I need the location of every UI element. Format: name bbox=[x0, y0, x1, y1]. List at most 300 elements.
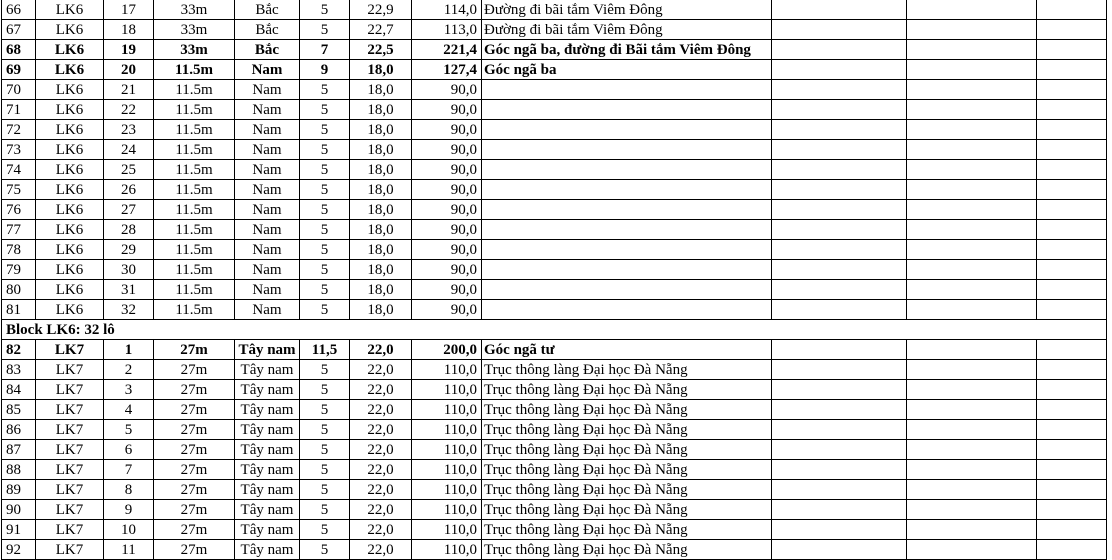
cell-depth: 18,0 bbox=[350, 100, 412, 120]
cell-note bbox=[482, 260, 772, 280]
cell-depth: 22,0 bbox=[350, 460, 412, 480]
cell-block: LK7 bbox=[36, 460, 104, 480]
cell-empty bbox=[772, 440, 907, 460]
cell-note: Trục thông làng Đại học Đà Nẵng bbox=[482, 500, 772, 520]
cell-stt: 90 bbox=[2, 500, 36, 520]
cell-road: 33m bbox=[154, 40, 235, 60]
cell-lot: 27 bbox=[104, 200, 154, 220]
cell-empty bbox=[1037, 380, 1107, 400]
cell-empty bbox=[1037, 240, 1107, 260]
cell-dir: Nam bbox=[235, 60, 300, 80]
cell-lot: 17 bbox=[104, 0, 154, 20]
cell-empty bbox=[772, 340, 907, 360]
cell-area: 90,0 bbox=[412, 220, 482, 240]
cell-dir: Nam bbox=[235, 120, 300, 140]
cell-road: 27m bbox=[154, 400, 235, 420]
cell-empty bbox=[1037, 540, 1107, 560]
cell-block: LK6 bbox=[36, 300, 104, 320]
cell-note: Trục thông làng Đại học Đà Nẵng bbox=[482, 400, 772, 420]
cell-area: 114,0 bbox=[412, 0, 482, 20]
cell-block: LK7 bbox=[36, 500, 104, 520]
cell-road: 27m bbox=[154, 440, 235, 460]
cell-lot: 19 bbox=[104, 40, 154, 60]
cell-lot: 32 bbox=[104, 300, 154, 320]
cell-empty bbox=[1037, 40, 1107, 60]
cell-stt: 75 bbox=[2, 180, 36, 200]
cell-stt: 70 bbox=[2, 80, 36, 100]
cell-lot: 24 bbox=[104, 140, 154, 160]
cell-dir: Bắc bbox=[235, 20, 300, 40]
cell-empty bbox=[907, 400, 1037, 420]
cell-note: Trục thông làng Đại học Đà Nẵng bbox=[482, 540, 772, 560]
cell-stt: 74 bbox=[2, 160, 36, 180]
cell-empty bbox=[907, 300, 1037, 320]
cell-lot: 30 bbox=[104, 260, 154, 280]
cell-dir: Tây nam bbox=[235, 520, 300, 540]
cell-road: 11.5m bbox=[154, 120, 235, 140]
cell-dir: Tây nam bbox=[235, 540, 300, 560]
cell-area: 90,0 bbox=[412, 260, 482, 280]
table-row bbox=[2, 0, 1107, 20]
table-row bbox=[2, 160, 1107, 180]
cell-note bbox=[482, 220, 772, 240]
cell-stt: 78 bbox=[2, 240, 36, 260]
table-row bbox=[2, 260, 1107, 280]
cell-empty bbox=[907, 180, 1037, 200]
cell-empty bbox=[907, 540, 1037, 560]
cell-area: 90,0 bbox=[412, 240, 482, 260]
cell-depth: 22,0 bbox=[350, 540, 412, 560]
cell-area: 110,0 bbox=[412, 440, 482, 460]
table-row bbox=[2, 200, 1107, 220]
cell-area: 110,0 bbox=[412, 460, 482, 480]
cell-stt: 79 bbox=[2, 260, 36, 280]
cell-lot: 3 bbox=[104, 380, 154, 400]
cell-empty bbox=[1037, 120, 1107, 140]
cell-width: 5 bbox=[300, 260, 350, 280]
cell-empty bbox=[772, 240, 907, 260]
cell-lot: 4 bbox=[104, 400, 154, 420]
cell-empty bbox=[1037, 60, 1107, 80]
cell-depth: 18,0 bbox=[350, 80, 412, 100]
cell-stt: 73 bbox=[2, 140, 36, 160]
cell-lot: 29 bbox=[104, 240, 154, 260]
cell-dir: Nam bbox=[235, 180, 300, 200]
cell-dir: Nam bbox=[235, 80, 300, 100]
cell-empty bbox=[907, 500, 1037, 520]
table-row bbox=[2, 180, 1107, 200]
cell-block: LK7 bbox=[36, 400, 104, 420]
cell-dir: Bắc bbox=[235, 0, 300, 20]
cell-area: 110,0 bbox=[412, 420, 482, 440]
cell-empty bbox=[907, 520, 1037, 540]
cell-width: 7 bbox=[300, 40, 350, 60]
cell-note bbox=[482, 240, 772, 260]
cell-empty bbox=[1037, 220, 1107, 240]
cell-empty bbox=[772, 160, 907, 180]
cell-stt: 76 bbox=[2, 200, 36, 220]
cell-road: 11.5m bbox=[154, 280, 235, 300]
cell-road: 11.5m bbox=[154, 200, 235, 220]
cell-empty bbox=[772, 480, 907, 500]
cell-road: 27m bbox=[154, 360, 235, 380]
cell-empty bbox=[772, 460, 907, 480]
cell-empty bbox=[1037, 140, 1107, 160]
cell-lot: 22 bbox=[104, 100, 154, 120]
cell-stt: 87 bbox=[2, 440, 36, 460]
cell-depth: 22,0 bbox=[350, 340, 412, 360]
cell-note: Đường đi bãi tắm Viêm Đông bbox=[482, 20, 772, 40]
cell-road: 27m bbox=[154, 420, 235, 440]
cell-width: 5 bbox=[300, 120, 350, 140]
cell-lot: 26 bbox=[104, 180, 154, 200]
block-summary: Block LK6: 32 lô bbox=[2, 320, 1107, 340]
cell-empty bbox=[772, 380, 907, 400]
cell-width: 5 bbox=[300, 140, 350, 160]
cell-depth: 22,0 bbox=[350, 480, 412, 500]
cell-width: 5 bbox=[300, 480, 350, 500]
cell-area: 113,0 bbox=[412, 20, 482, 40]
cell-dir: Tây nam bbox=[235, 360, 300, 380]
cell-road: 33m bbox=[154, 0, 235, 20]
cell-area: 110,0 bbox=[412, 520, 482, 540]
cell-block: LK6 bbox=[36, 60, 104, 80]
cell-empty bbox=[907, 380, 1037, 400]
cell-block: LK7 bbox=[36, 340, 104, 360]
cell-road: 11.5m bbox=[154, 140, 235, 160]
cell-note: Góc ngã ba bbox=[482, 60, 772, 80]
cell-block: LK7 bbox=[36, 440, 104, 460]
cell-width: 5 bbox=[300, 400, 350, 420]
cell-road: 11.5m bbox=[154, 160, 235, 180]
cell-empty bbox=[772, 60, 907, 80]
cell-empty bbox=[907, 260, 1037, 280]
cell-road: 27m bbox=[154, 460, 235, 480]
cell-road: 27m bbox=[154, 520, 235, 540]
cell-depth: 22,9 bbox=[350, 0, 412, 20]
cell-empty bbox=[1037, 100, 1107, 120]
cell-empty bbox=[772, 520, 907, 540]
cell-dir: Tây nam bbox=[235, 460, 300, 480]
cell-area: 110,0 bbox=[412, 400, 482, 420]
cell-stt: 84 bbox=[2, 380, 36, 400]
cell-empty bbox=[907, 120, 1037, 140]
cell-area: 90,0 bbox=[412, 80, 482, 100]
cell-lot: 2 bbox=[104, 360, 154, 380]
cell-area: 127,4 bbox=[412, 60, 482, 80]
cell-dir: Tây nam bbox=[235, 420, 300, 440]
cell-empty bbox=[907, 40, 1037, 60]
cell-empty bbox=[1037, 280, 1107, 300]
cell-dir: Nam bbox=[235, 260, 300, 280]
cell-note bbox=[482, 120, 772, 140]
cell-block: LK7 bbox=[36, 380, 104, 400]
cell-width: 5 bbox=[300, 280, 350, 300]
cell-note bbox=[482, 80, 772, 100]
cell-stt: 82 bbox=[2, 340, 36, 360]
cell-note bbox=[482, 140, 772, 160]
cell-empty bbox=[772, 120, 907, 140]
cell-block: LK6 bbox=[36, 40, 104, 60]
cell-empty bbox=[772, 100, 907, 120]
cell-empty bbox=[1037, 420, 1107, 440]
cell-depth: 22,0 bbox=[350, 440, 412, 460]
cell-empty bbox=[772, 420, 907, 440]
cell-depth: 18,0 bbox=[350, 220, 412, 240]
cell-area: 90,0 bbox=[412, 120, 482, 140]
table-row bbox=[2, 220, 1107, 240]
cell-stt: 72 bbox=[2, 120, 36, 140]
cell-empty bbox=[772, 0, 907, 20]
cell-dir: Nam bbox=[235, 240, 300, 260]
cell-empty bbox=[772, 280, 907, 300]
cell-note: Góc ngã ba, đường đi Bãi tắm Viêm Đông bbox=[482, 40, 772, 60]
cell-stt: 69 bbox=[2, 60, 36, 80]
cell-note: Trục thông làng Đại học Đà Nẵng bbox=[482, 440, 772, 460]
cell-empty bbox=[772, 180, 907, 200]
cell-width: 5 bbox=[300, 220, 350, 240]
cell-empty bbox=[1037, 160, 1107, 180]
cell-empty bbox=[907, 200, 1037, 220]
cell-width: 9 bbox=[300, 60, 350, 80]
cell-block: LK6 bbox=[36, 120, 104, 140]
cell-block: LK6 bbox=[36, 240, 104, 260]
table-row bbox=[2, 240, 1107, 260]
cell-empty bbox=[907, 480, 1037, 500]
cell-note bbox=[482, 160, 772, 180]
cell-road: 11.5m bbox=[154, 220, 235, 240]
table-row bbox=[2, 480, 1107, 500]
cell-dir: Nam bbox=[235, 280, 300, 300]
table-row bbox=[2, 500, 1107, 520]
cell-stt: 68 bbox=[2, 40, 36, 60]
cell-area: 90,0 bbox=[412, 160, 482, 180]
cell-block: LK6 bbox=[36, 100, 104, 120]
cell-empty bbox=[772, 360, 907, 380]
table-row bbox=[2, 100, 1107, 120]
cell-area: 110,0 bbox=[412, 540, 482, 560]
table-row bbox=[2, 460, 1107, 480]
cell-empty bbox=[1037, 180, 1107, 200]
cell-depth: 18,0 bbox=[350, 60, 412, 80]
cell-block: LK6 bbox=[36, 260, 104, 280]
cell-depth: 18,0 bbox=[350, 140, 412, 160]
cell-empty bbox=[772, 40, 907, 60]
cell-dir: Tây nam bbox=[235, 340, 300, 360]
cell-lot: 7 bbox=[104, 460, 154, 480]
cell-depth: 22,0 bbox=[350, 420, 412, 440]
table-row bbox=[2, 420, 1107, 440]
cell-empty bbox=[1037, 480, 1107, 500]
cell-empty bbox=[772, 260, 907, 280]
cell-lot: 10 bbox=[104, 520, 154, 540]
cell-depth: 22,0 bbox=[350, 500, 412, 520]
cell-note: Góc ngã tư bbox=[482, 340, 772, 360]
cell-stt: 83 bbox=[2, 360, 36, 380]
cell-empty bbox=[907, 440, 1037, 460]
cell-stt: 85 bbox=[2, 400, 36, 420]
cell-dir: Nam bbox=[235, 140, 300, 160]
cell-note bbox=[482, 280, 772, 300]
cell-width: 5 bbox=[300, 200, 350, 220]
cell-empty bbox=[907, 360, 1037, 380]
cell-lot: 28 bbox=[104, 220, 154, 240]
cell-block: LK6 bbox=[36, 80, 104, 100]
cell-lot: 8 bbox=[104, 480, 154, 500]
table-row bbox=[2, 120, 1107, 140]
cell-lot: 31 bbox=[104, 280, 154, 300]
cell-area: 221,4 bbox=[412, 40, 482, 60]
cell-empty bbox=[1037, 520, 1107, 540]
cell-empty bbox=[1037, 260, 1107, 280]
cell-empty bbox=[907, 220, 1037, 240]
cell-depth: 22,0 bbox=[350, 380, 412, 400]
cell-depth: 18,0 bbox=[350, 180, 412, 200]
cell-block: LK6 bbox=[36, 180, 104, 200]
cell-stt: 86 bbox=[2, 420, 36, 440]
cell-depth: 18,0 bbox=[350, 300, 412, 320]
cell-road: 27m bbox=[154, 340, 235, 360]
cell-dir: Tây nam bbox=[235, 500, 300, 520]
cell-dir: Tây nam bbox=[235, 400, 300, 420]
cell-lot: 18 bbox=[104, 20, 154, 40]
cell-width: 5 bbox=[300, 460, 350, 480]
cell-empty bbox=[907, 0, 1037, 20]
cell-lot: 20 bbox=[104, 60, 154, 80]
cell-empty bbox=[772, 500, 907, 520]
cell-depth: 22,0 bbox=[350, 520, 412, 540]
cell-empty bbox=[907, 20, 1037, 40]
cell-road: 27m bbox=[154, 540, 235, 560]
table-row bbox=[2, 20, 1107, 40]
cell-block: LK7 bbox=[36, 420, 104, 440]
cell-stt: 77 bbox=[2, 220, 36, 240]
cell-lot: 1 bbox=[104, 340, 154, 360]
cell-road: 27m bbox=[154, 500, 235, 520]
cell-dir: Nam bbox=[235, 220, 300, 240]
cell-note bbox=[482, 200, 772, 220]
cell-width: 5 bbox=[300, 520, 350, 540]
cell-empty bbox=[907, 280, 1037, 300]
cell-note bbox=[482, 100, 772, 120]
cell-depth: 18,0 bbox=[350, 240, 412, 260]
table-row bbox=[2, 80, 1107, 100]
cell-lot: 6 bbox=[104, 440, 154, 460]
table-row bbox=[2, 540, 1107, 560]
cell-empty bbox=[772, 540, 907, 560]
cell-empty bbox=[1037, 460, 1107, 480]
table-row bbox=[2, 400, 1107, 420]
table-row bbox=[2, 140, 1107, 160]
cell-depth: 18,0 bbox=[350, 200, 412, 220]
cell-note bbox=[482, 180, 772, 200]
cell-area: 90,0 bbox=[412, 200, 482, 220]
table-row bbox=[2, 360, 1107, 380]
cell-area: 90,0 bbox=[412, 300, 482, 320]
cell-road: 11.5m bbox=[154, 240, 235, 260]
table-row bbox=[2, 300, 1107, 320]
cell-empty bbox=[1037, 440, 1107, 460]
cell-empty bbox=[907, 60, 1037, 80]
cell-empty bbox=[1037, 80, 1107, 100]
cell-empty bbox=[1037, 500, 1107, 520]
cell-empty bbox=[1037, 360, 1107, 380]
cell-stt: 81 bbox=[2, 300, 36, 320]
cell-area: 90,0 bbox=[412, 280, 482, 300]
cell-empty bbox=[772, 200, 907, 220]
table-row bbox=[2, 380, 1107, 400]
cell-block: LK6 bbox=[36, 20, 104, 40]
cell-note: Trục thông làng Đại học Đà Nẵng bbox=[482, 380, 772, 400]
cell-note bbox=[482, 300, 772, 320]
cell-empty bbox=[1037, 200, 1107, 220]
cell-width: 5 bbox=[300, 80, 350, 100]
cell-width: 5 bbox=[300, 380, 350, 400]
cell-note: Đường đi bãi tắm Viêm Đông bbox=[482, 0, 772, 20]
cell-block: LK6 bbox=[36, 280, 104, 300]
cell-empty bbox=[772, 300, 907, 320]
cell-note: Trục thông làng Đại học Đà Nẵng bbox=[482, 420, 772, 440]
cell-empty bbox=[1037, 300, 1107, 320]
cell-block: LK7 bbox=[36, 540, 104, 560]
table-row bbox=[2, 40, 1107, 60]
cell-road: 11.5m bbox=[154, 180, 235, 200]
cell-stt: 88 bbox=[2, 460, 36, 480]
cell-dir: Tây nam bbox=[235, 380, 300, 400]
cell-block: LK7 bbox=[36, 360, 104, 380]
cell-depth: 18,0 bbox=[350, 120, 412, 140]
cell-area: 90,0 bbox=[412, 180, 482, 200]
cell-width: 11,5 bbox=[300, 340, 350, 360]
cell-block: LK6 bbox=[36, 160, 104, 180]
cell-stt: 89 bbox=[2, 480, 36, 500]
cell-stt: 80 bbox=[2, 280, 36, 300]
cell-empty bbox=[907, 420, 1037, 440]
cell-note: Trục thông làng Đại học Đà Nẵng bbox=[482, 520, 772, 540]
cell-dir: Bắc bbox=[235, 40, 300, 60]
cell-depth: 22,7 bbox=[350, 20, 412, 40]
cell-road: 11.5m bbox=[154, 100, 235, 120]
cell-block: LK7 bbox=[36, 480, 104, 500]
cell-area: 110,0 bbox=[412, 500, 482, 520]
cell-road: 27m bbox=[154, 480, 235, 500]
cell-width: 5 bbox=[300, 420, 350, 440]
cell-empty bbox=[907, 80, 1037, 100]
cell-lot: 11 bbox=[104, 540, 154, 560]
cell-dir: Tây nam bbox=[235, 480, 300, 500]
cell-width: 5 bbox=[300, 100, 350, 120]
cell-block: LK6 bbox=[36, 200, 104, 220]
cell-empty bbox=[772, 400, 907, 420]
cell-stt: 66 bbox=[2, 0, 36, 20]
cell-empty bbox=[1037, 340, 1107, 360]
cell-lot: 23 bbox=[104, 120, 154, 140]
cell-dir: Nam bbox=[235, 300, 300, 320]
cell-empty bbox=[772, 20, 907, 40]
cell-empty bbox=[772, 140, 907, 160]
cell-width: 5 bbox=[300, 0, 350, 20]
table-row bbox=[2, 440, 1107, 460]
cell-depth: 22,0 bbox=[350, 400, 412, 420]
cell-empty bbox=[1037, 20, 1107, 40]
cell-lot: 5 bbox=[104, 420, 154, 440]
cell-road: 11.5m bbox=[154, 80, 235, 100]
cell-dir: Nam bbox=[235, 160, 300, 180]
cell-empty bbox=[1037, 0, 1107, 20]
cell-area: 110,0 bbox=[412, 360, 482, 380]
cell-stt: 91 bbox=[2, 520, 36, 540]
cell-empty bbox=[1037, 400, 1107, 420]
